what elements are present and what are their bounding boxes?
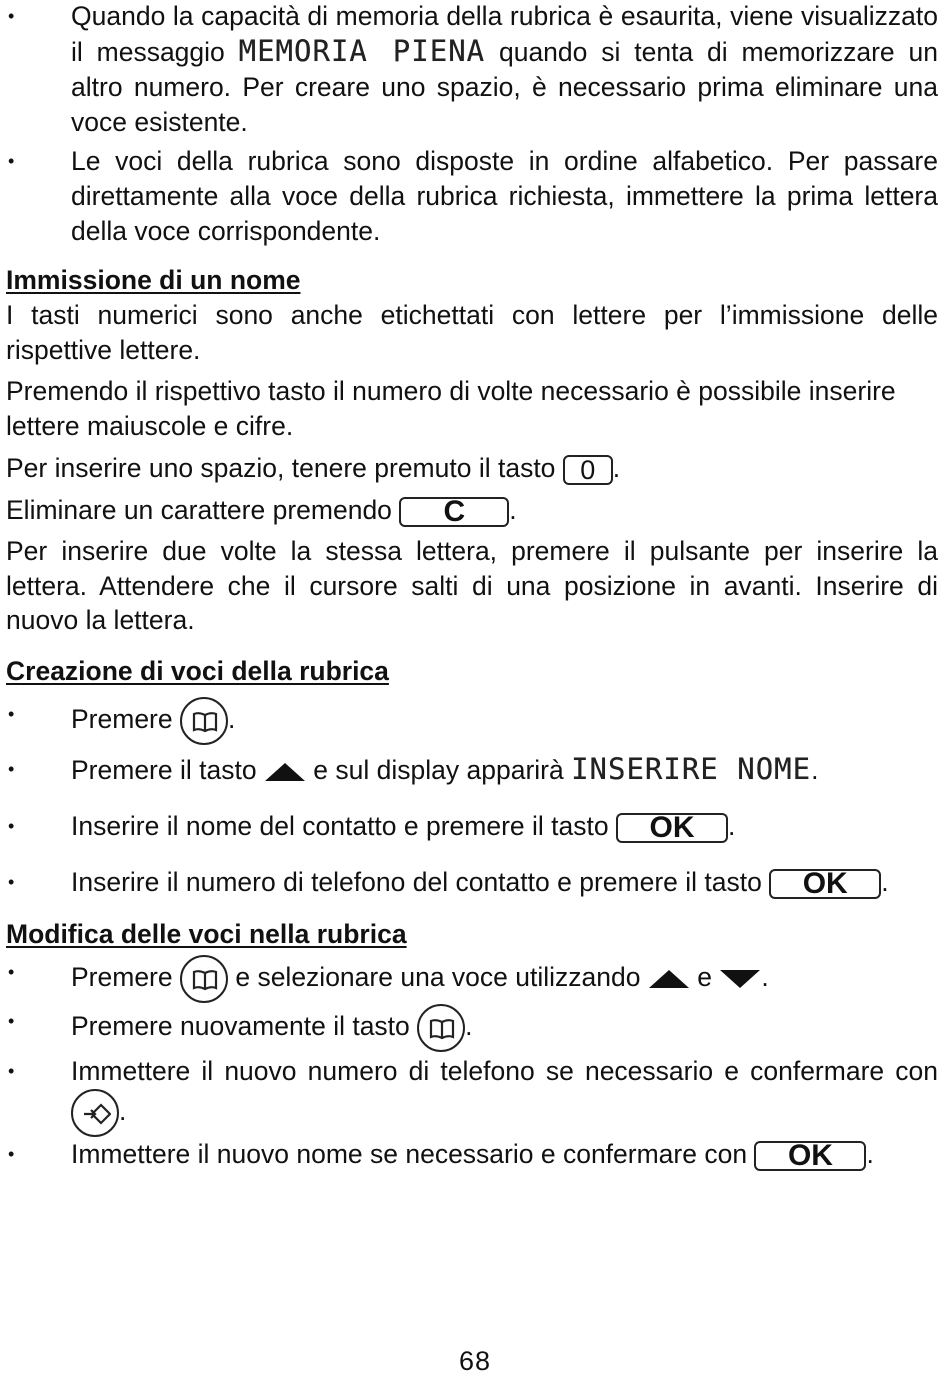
section-heading: Modifica delle voci nella rubrica (6, 919, 407, 949)
list-item: • Premere il tasto e sul display apparirà INSERIRE NOME. (8, 752, 819, 786)
arrow-up-icon (648, 969, 690, 989)
paragraph: Eliminare un carattere premendo C . (6, 495, 517, 528)
section-heading: Creazione di voci della rubrica (6, 656, 389, 686)
list-item: • Premere nuovamente il tasto . (71, 1004, 938, 1052)
book-icon (180, 955, 228, 1003)
list-item: • Inserire il numero di telefono del contatto e premere il tasto OK . (8, 867, 889, 900)
key-ok: OK (616, 813, 728, 843)
paragraph: I tasti numerici sono anche etichettati con lettere per l’immissione delle rispettive lettere. (6, 300, 938, 365)
paragraph: Per inserire uno spazio, tenere premuto il tasto 0 . (6, 453, 621, 485)
list-item: • Premere . (71, 697, 938, 745)
list-item: • Premere e selezionare una voce utilizzando e . (71, 955, 938, 1003)
key-c: C (399, 497, 509, 527)
list-item: • Quando la capacità di memoria della rubrica è esaurita, viene visualizzato il messaggio MEMORIA PIENA quando si tenta di memorizzare un altro numero. Per creare uno spazio, è necessario prima eliminare una voce esistente. (8, 1, 938, 137)
list-item: • Immettere il nuovo numero di telefono se necessario e confermare con . (71, 1054, 938, 1137)
page-number: 68 (458, 1346, 492, 1376)
list-item: • Le voci della rubrica sono disposte in ordine alfabetico. Per passare direttamente alla voce della rubrica richiesta, immettere la prima lettera della voce corrispondente. (8, 146, 938, 246)
paragraph: Premendo il rispettivo tasto il numero di volte necessario è possibile inserire lettere maiuscole e cifre. (6, 376, 896, 441)
key-0: 0 (563, 455, 613, 485)
list-item: • Inserire il nome del contatto e premere il tasto OK . (8, 811, 736, 844)
display-message: MEMORIA PIENA (238, 34, 486, 68)
paragraph: Per inserire due volte la stessa lettera, premere il pulsante per inserire la lettera. Attendere che il cursore salti di una posizione in avanti. Inserire di nuovo la lettera. (6, 536, 938, 635)
section-heading: Immissione di un nome (6, 265, 301, 295)
key-ok: OK (769, 869, 881, 899)
key-ok: OK (754, 1141, 866, 1171)
display-message: INSERIRE NOME (571, 752, 812, 786)
enter-icon (71, 1089, 119, 1137)
book-icon (180, 697, 228, 745)
arrow-down-icon (719, 969, 761, 989)
arrow-up-icon (264, 762, 306, 782)
book-icon (417, 1004, 465, 1052)
list-item: • Immettere il nuovo nome se necessario e confermare con OK . (8, 1139, 874, 1172)
